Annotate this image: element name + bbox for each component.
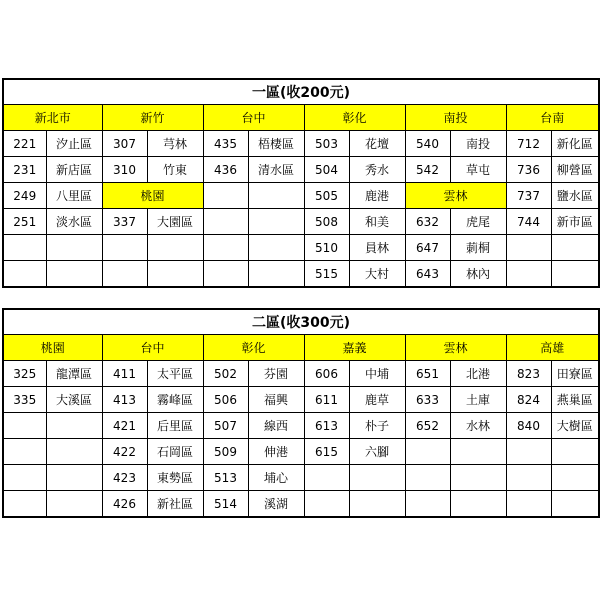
region-header: 南投 (405, 105, 506, 131)
district-name: 六腳 (349, 439, 405, 465)
postal-code: 337 (102, 209, 147, 235)
district-name (551, 465, 599, 491)
postal-code (3, 413, 46, 439)
postal-code: 540 (405, 131, 450, 157)
district-name: 后里區 (147, 413, 203, 439)
district-name: 鹿草 (349, 387, 405, 413)
postal-code (304, 491, 349, 518)
postal-code (3, 439, 46, 465)
district-name: 新社區 (147, 491, 203, 518)
postal-code: 632 (405, 209, 450, 235)
postal-code: 643 (405, 261, 450, 288)
postal-code (3, 235, 46, 261)
district-name (450, 465, 506, 491)
postal-code: 647 (405, 235, 450, 261)
district-name: 鹿港 (349, 183, 405, 209)
district-name (349, 491, 405, 518)
district-name (248, 261, 304, 288)
region-header: 雲林 (405, 183, 506, 209)
zone-2-table (2, 308, 600, 518)
postal-code: 436 (203, 157, 248, 183)
postal-code: 506 (203, 387, 248, 413)
district-name (551, 235, 599, 261)
table-row (3, 235, 599, 261)
postal-code (102, 261, 147, 288)
table-row (3, 387, 599, 413)
postal-code: 413 (102, 387, 147, 413)
district-name: 柳營區 (551, 157, 599, 183)
table-row (3, 465, 599, 491)
postal-code: 423 (102, 465, 147, 491)
postal-code: 823 (506, 361, 551, 387)
postal-code: 651 (405, 361, 450, 387)
district-name: 大村 (349, 261, 405, 288)
district-name: 芎林 (147, 131, 203, 157)
district-name: 莿桐 (450, 235, 506, 261)
region-header: 台中 (203, 105, 304, 131)
district-name (46, 439, 102, 465)
district-name (46, 235, 102, 261)
postal-code: 435 (203, 131, 248, 157)
table-row (3, 413, 599, 439)
district-name (551, 491, 599, 518)
district-name: 中埔 (349, 361, 405, 387)
postal-code (405, 439, 450, 465)
district-name: 燕巢區 (551, 387, 599, 413)
district-name: 新化區 (551, 131, 599, 157)
district-name: 芬園 (248, 361, 304, 387)
postal-code: 502 (203, 361, 248, 387)
postal-code: 508 (304, 209, 349, 235)
district-name: 新市區 (551, 209, 599, 235)
postal-code: 510 (304, 235, 349, 261)
district-name (46, 491, 102, 518)
district-name: 梧棲區 (248, 131, 304, 157)
district-name: 草屯 (450, 157, 506, 183)
postal-code (203, 235, 248, 261)
district-name: 線西 (248, 413, 304, 439)
postal-code: 840 (506, 413, 551, 439)
district-name (46, 465, 102, 491)
postal-code (3, 261, 46, 288)
table-row (3, 209, 599, 235)
district-name: 南投 (450, 131, 506, 157)
district-name (551, 439, 599, 465)
zone1-title: 一區(收200元) (3, 79, 599, 105)
postal-code: 606 (304, 361, 349, 387)
region-header: 彰化 (203, 335, 304, 361)
postal-code (506, 465, 551, 491)
district-name: 石岡區 (147, 439, 203, 465)
postal-code: 503 (304, 131, 349, 157)
postal-code: 737 (506, 183, 551, 209)
region-header: 嘉義 (304, 335, 405, 361)
district-name (147, 235, 203, 261)
postal-code (506, 491, 551, 518)
district-name: 清水區 (248, 157, 304, 183)
table-row (3, 131, 599, 157)
postal-code (304, 465, 349, 491)
postal-code: 509 (203, 439, 248, 465)
district-name (248, 183, 304, 209)
postal-code (506, 439, 551, 465)
district-name: 東勢區 (147, 465, 203, 491)
postal-code: 633 (405, 387, 450, 413)
zone2-title: 二區(收300元) (3, 309, 599, 335)
district-name (248, 209, 304, 235)
postal-code: 251 (3, 209, 46, 235)
district-name: 淡水區 (46, 209, 102, 235)
table-row (3, 261, 599, 288)
table-row (3, 361, 599, 387)
district-name (46, 261, 102, 288)
district-name: 大園區 (147, 209, 203, 235)
postal-code: 505 (304, 183, 349, 209)
region-header: 台中 (102, 335, 203, 361)
postal-code: 221 (3, 131, 46, 157)
postal-code (203, 183, 248, 209)
district-name: 田寮區 (551, 361, 599, 387)
region-header: 桃園 (3, 335, 102, 361)
district-name: 福興 (248, 387, 304, 413)
table-row (3, 491, 599, 518)
district-name (450, 491, 506, 518)
district-name: 花壇 (349, 131, 405, 157)
postal-code: 507 (203, 413, 248, 439)
postal-code: 249 (3, 183, 46, 209)
district-name (551, 261, 599, 288)
postal-code: 611 (304, 387, 349, 413)
district-name: 八里區 (46, 183, 102, 209)
postal-code (405, 465, 450, 491)
postal-code: 422 (102, 439, 147, 465)
postal-code: 652 (405, 413, 450, 439)
district-name: 大溪區 (46, 387, 102, 413)
district-name: 霧峰區 (147, 387, 203, 413)
district-name (248, 235, 304, 261)
region-header: 彰化 (304, 105, 405, 131)
region-header: 雲林 (405, 335, 506, 361)
postal-code (203, 209, 248, 235)
postal-code (506, 261, 551, 288)
district-name: 埔心 (248, 465, 304, 491)
table-row (3, 183, 599, 209)
district-name: 員林 (349, 235, 405, 261)
district-name: 林內 (450, 261, 506, 288)
district-name (450, 439, 506, 465)
postal-code: 712 (506, 131, 551, 157)
postal-code (506, 235, 551, 261)
postal-code: 736 (506, 157, 551, 183)
region-header: 台南 (506, 105, 599, 131)
postal-code: 514 (203, 491, 248, 518)
postal-code: 542 (405, 157, 450, 183)
postal-code: 615 (304, 439, 349, 465)
district-name: 龍潭區 (46, 361, 102, 387)
postal-code: 307 (102, 131, 147, 157)
postal-code: 421 (102, 413, 147, 439)
postal-code (203, 261, 248, 288)
postal-code: 426 (102, 491, 147, 518)
postal-code (405, 491, 450, 518)
postal-code: 504 (304, 157, 349, 183)
district-name (147, 261, 203, 288)
postal-code: 310 (102, 157, 147, 183)
district-name: 汐止區 (46, 131, 102, 157)
region-header: 高雄 (506, 335, 599, 361)
district-name: 和美 (349, 209, 405, 235)
postal-code: 513 (203, 465, 248, 491)
district-name: 伸港 (248, 439, 304, 465)
region-header: 桃園 (102, 183, 203, 209)
district-name: 竹東 (147, 157, 203, 183)
postal-code: 325 (3, 361, 46, 387)
postal-code: 411 (102, 361, 147, 387)
postal-code (3, 491, 46, 518)
postal-code: 613 (304, 413, 349, 439)
postal-code (3, 465, 46, 491)
table-row (3, 157, 599, 183)
district-name: 新店區 (46, 157, 102, 183)
table-row (3, 439, 599, 465)
postal-code: 824 (506, 387, 551, 413)
postal-code: 744 (506, 209, 551, 235)
district-name: 水林 (450, 413, 506, 439)
district-name: 大樹區 (551, 413, 599, 439)
district-name (349, 465, 405, 491)
district-name: 太平區 (147, 361, 203, 387)
postal-code: 335 (3, 387, 46, 413)
district-name: 北港 (450, 361, 506, 387)
postal-code: 515 (304, 261, 349, 288)
region-header: 新竹 (102, 105, 203, 131)
postal-code (102, 235, 147, 261)
district-name: 虎尾 (450, 209, 506, 235)
zone-1-table (2, 78, 600, 288)
district-name: 朴子 (349, 413, 405, 439)
region-header: 新北市 (3, 105, 102, 131)
district-name: 秀水 (349, 157, 405, 183)
district-name: 鹽水區 (551, 183, 599, 209)
district-name (46, 413, 102, 439)
postal-code: 231 (3, 157, 46, 183)
district-name: 土庫 (450, 387, 506, 413)
district-name: 溪湖 (248, 491, 304, 518)
